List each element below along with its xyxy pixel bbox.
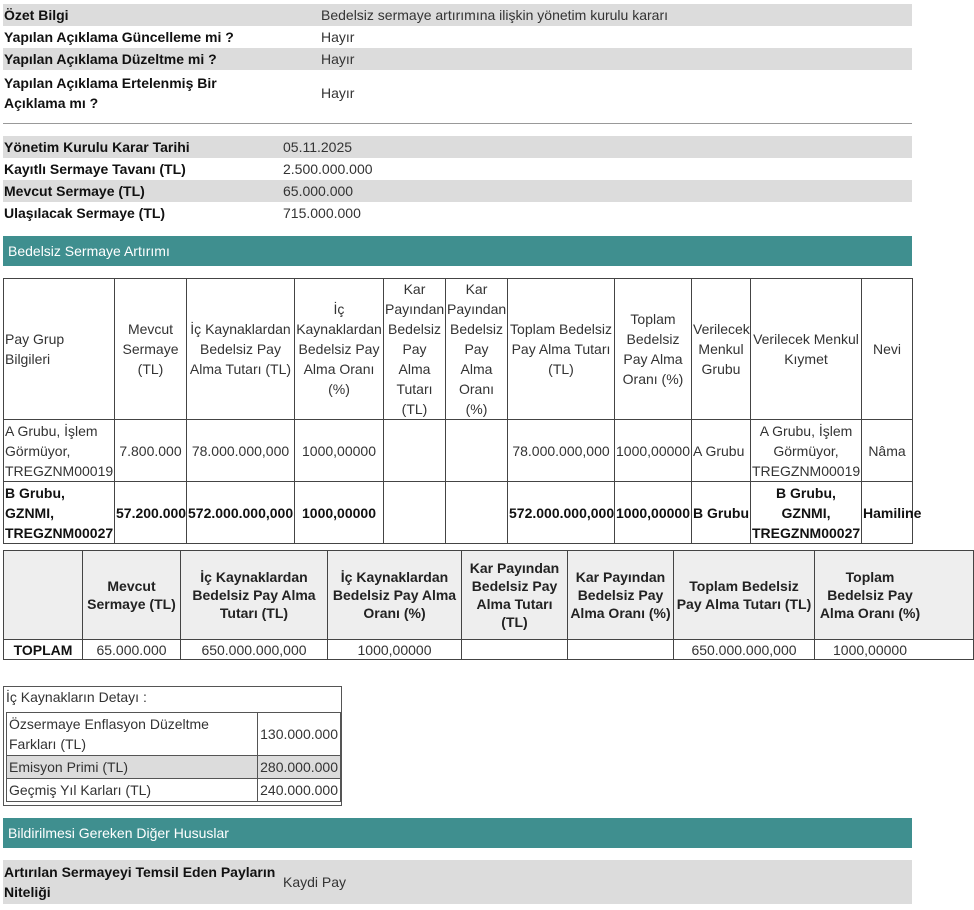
column-header: Kar Payından Bedelsiz Pay Alma Tutarı (TL) (384, 279, 446, 420)
current-capital-label: Mevcut Sermaye (TL) (3, 180, 282, 202)
detail-value: 130.000.000 (258, 713, 341, 756)
column-header: Toplam Bedelsiz Pay Alma Tutarı (TL) (674, 551, 815, 640)
decision-date-value: 05.11.2025 (282, 136, 912, 158)
table-cell: 1000,00000 (295, 420, 384, 482)
column-header: İç Kaynaklardan Bedelsiz Pay Alma Tutarı (TL) (187, 279, 295, 420)
table-cell (568, 640, 674, 660)
registered-capital-value: 2.500.000.000 (283, 161, 373, 177)
table-cell: Nâma (862, 420, 913, 482)
column-header: Toplam Bedelsiz Pay Alma Tutarı (TL) (508, 279, 615, 420)
table-cell: A Grubu, İşlem Görmüyor, TREGZNM00019 (4, 420, 115, 482)
current-capital-value: 65.000.000 (282, 180, 912, 202)
section-header-other-matters: Bildirilmesi Gereken Diğer Hususlar (3, 818, 912, 848)
capital-row (3, 158, 912, 180)
correction-value: Hayır (320, 48, 912, 70)
group-table (3, 278, 922, 544)
table-cell: Hamiline (862, 482, 913, 544)
table-cell: 1000,00000 (295, 482, 384, 544)
summary-row (3, 26, 912, 48)
decision-date-label: Yönetim Kurulu Karar Tarihi (3, 136, 282, 158)
detail-table (6, 712, 341, 802)
detail-value: 280.000.000 (258, 756, 341, 779)
share-nature-label: Artırılan Sermayeyi Temsil Eden Payların Niteliği (3, 860, 282, 904)
table-cell (462, 640, 568, 660)
column-header: Kar Payından Bedelsiz Pay Alma Oranı (%) (568, 551, 674, 640)
capital-row (3, 136, 912, 158)
table-cell: A Grubu, İşlem Görmüyor, TREGZNM00019 (751, 420, 862, 482)
table-cell: 78.000.000,000 (508, 420, 615, 482)
total-row (4, 640, 974, 660)
deferred-value: Hayır (321, 85, 355, 101)
total-header-row (4, 551, 974, 640)
column-header: Verilecek Menkul Kıymet (751, 279, 862, 420)
table-header-row (4, 279, 913, 420)
column-header: Kar Payından Bedelsiz Pay Alma Tutarı (TL) (462, 551, 568, 640)
table-cell: 1000,00000 (815, 640, 974, 660)
table-cell: 65.000.000 (83, 640, 181, 660)
column-header: Toplam Bedelsiz Pay Alma Oranı (%) (615, 279, 692, 420)
table-cell (384, 420, 446, 482)
detail-label: Geçmiş Yıl Karları (TL) (7, 779, 258, 802)
update-value: Hayır (321, 29, 355, 45)
detail-row (7, 756, 341, 779)
table-row (4, 482, 913, 544)
column-header: İç Kaynaklardan Bedelsiz Pay Alma Oranı (%) (328, 551, 462, 640)
table-cell: 1000,00000 (615, 482, 692, 544)
column-header: İç Kaynaklardan Bedelsiz Pay Alma Tutarı (TL) (181, 551, 328, 640)
column-header: Mevcut Sermaye (TL) (83, 551, 181, 640)
total-table-wrapper (3, 550, 921, 660)
target-capital-value: 715.000.000 (283, 205, 361, 221)
registered-capital-label: Kayıtlı Sermaye Tavanı (TL) (4, 161, 186, 177)
table-cell: 1000,00000 (615, 420, 692, 482)
table-cell: 572.000.000,000 (187, 482, 295, 544)
column-header: Pay Grup Bilgileri (4, 279, 115, 420)
section-header-bonus-increase: Bedelsiz Sermaye Artırımı (3, 236, 912, 266)
capital-table (3, 136, 912, 224)
table-cell: B Grubu, GZNMI, TREGZNM00027 (4, 482, 115, 544)
capital-row (3, 180, 912, 202)
column-header: Toplam Bedelsiz Pay Alma Oranı (%) (815, 551, 974, 640)
column-header: Nevi (862, 279, 913, 420)
column-header: Kar Payından Bedelsiz Pay Alma Oranı (%) (446, 279, 508, 420)
table-cell: 78.000.000,000 (187, 420, 295, 482)
table-cell: A Grubu (692, 420, 751, 482)
table-cell: 572.000.000,000 (508, 482, 615, 544)
detail-label: Emisyon Primi (TL) (7, 756, 258, 779)
correction-label: Yapılan Açıklama Düzeltme mi ? (3, 48, 320, 70)
table-cell (446, 420, 508, 482)
other-table (3, 860, 912, 904)
detail-label: Özsermaye Enflasyon Düzeltme Farkları (TL) (7, 713, 258, 756)
summary-label: Özet Bilgi (3, 4, 320, 26)
table-cell: 57.200.000 (115, 482, 187, 544)
capital-row (3, 202, 912, 224)
total-table (3, 550, 974, 660)
detail-title: İç Kaynakların Detayı : (6, 689, 147, 705)
divider (3, 123, 912, 124)
column-header: Mevcut Sermaye (TL) (115, 279, 187, 420)
column-header: İç Kaynaklardan Bedelsiz Pay Alma Oranı (%) (295, 279, 384, 420)
other-row (3, 860, 912, 904)
summary-row (3, 48, 912, 70)
summary-value: Bedelsiz sermaye artırımına ilişkin yönetim kurulu kararı (320, 4, 912, 26)
summary-row (3, 70, 912, 116)
table-cell: B Grubu (692, 482, 751, 544)
detail-row (7, 779, 341, 802)
table-cell (384, 482, 446, 544)
table-row (4, 420, 913, 482)
detail-row (7, 713, 341, 756)
deferred-label: Yapılan Açıklama Ertelenmiş Bir Açıklama mı ? (4, 75, 217, 111)
update-label: Yapılan Açıklama Güncelleme mi ? (4, 29, 234, 45)
table-cell: 650.000.000,000 (674, 640, 815, 660)
internal-resources-detail (3, 686, 342, 806)
target-capital-label: Ulaşılacak Sermaye (TL) (4, 205, 166, 221)
table-cell: 650.000.000,000 (181, 640, 328, 660)
table-cell: 7.800.000 (115, 420, 187, 482)
summary-row (3, 4, 912, 26)
share-nature-value: Kaydi Pay (282, 860, 912, 904)
table-cell: 1000,00000 (328, 640, 462, 660)
column-header: Verilecek Menkul Grubu (692, 279, 751, 420)
table-cell: B Grubu, GZNMI, TREGZNM00027 (751, 482, 862, 544)
detail-value: 240.000.000 (258, 779, 341, 802)
table-cell (446, 482, 508, 544)
summary-table (3, 4, 912, 116)
total-label: TOPLAM (4, 640, 83, 660)
column-header (4, 551, 83, 640)
